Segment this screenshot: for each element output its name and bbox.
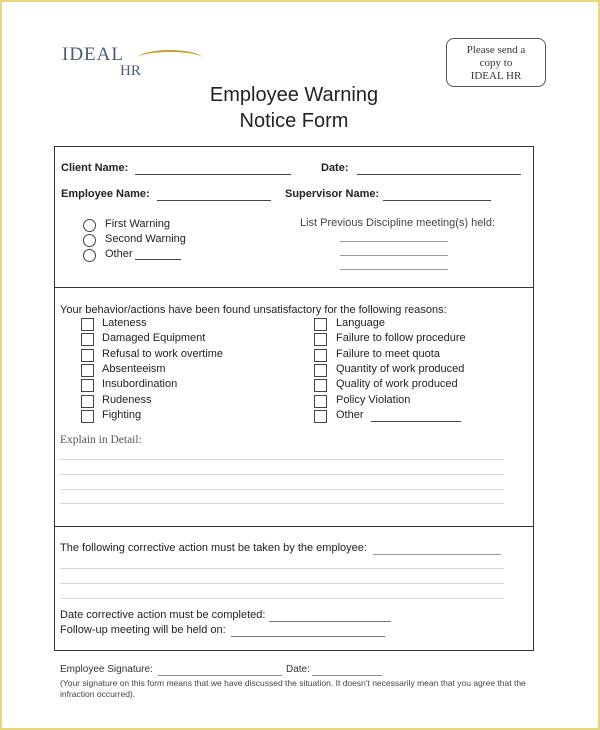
copy-note-line: Please send a <box>466 44 526 56</box>
corrective-action-label: The following corrective action must be taken by the employee: <box>60 542 367 554</box>
followup-label: Follow-up meeting will be held on: <box>60 624 226 636</box>
reasons-intro: Your behavior/actions have been found unsatisfactory for the following reasons: <box>60 304 447 316</box>
left-reason-checkbox[interactable] <box>81 333 94 346</box>
left-reason-checkbox[interactable] <box>81 364 94 377</box>
right-reason-checkbox[interactable] <box>314 364 327 377</box>
left-reason-label: Insubordination <box>102 378 178 391</box>
client-name-label: Client Name: <box>61 162 129 174</box>
date-field[interactable] <box>357 174 521 175</box>
copy-note-line: copy to <box>479 57 513 69</box>
explain-line[interactable] <box>60 489 504 490</box>
right-reason-checkbox[interactable] <box>314 379 327 392</box>
corrective-action-line[interactable] <box>60 583 504 584</box>
form-title-line1: Employee Warning <box>209 84 379 106</box>
right-reason-label: Other <box>336 408 364 421</box>
corrective-action-line[interactable] <box>60 598 504 599</box>
corrective-action-field[interactable] <box>373 554 501 555</box>
signature-date-label: Date: <box>286 664 310 675</box>
copy-note-line: IDEAL HR <box>470 70 522 82</box>
logo-ideal-text: IDEAL <box>62 44 124 65</box>
corrective-action-section <box>54 526 534 651</box>
signature-label: Employee Signature: <box>60 664 153 675</box>
first-warning-label: First Warning <box>105 218 170 230</box>
explain-line[interactable] <box>60 459 504 460</box>
supervisor-name-label: Supervisor Name: <box>285 188 380 200</box>
followup-field[interactable] <box>231 636 385 637</box>
right-reason-checkbox[interactable] <box>314 410 327 423</box>
other-warning-label: Other <box>105 248 133 260</box>
right-reason-label: Policy Violation <box>336 393 411 406</box>
left-reason-label: Refusal to work overtime <box>102 347 224 360</box>
employee-name-field[interactable] <box>157 200 271 201</box>
form-title-line2: Notice Form <box>239 110 349 132</box>
signature-date-field[interactable] <box>312 675 382 676</box>
first-warning-radio[interactable] <box>83 219 96 232</box>
right-reason-checkbox[interactable] <box>314 318 327 331</box>
previous-meeting-field[interactable] <box>340 269 448 270</box>
corrective-action-line[interactable] <box>60 568 504 569</box>
signature-note-line2: infraction occurred). <box>60 689 136 699</box>
right-reason-label: Quantity of work produced <box>336 362 465 375</box>
second-warning-radio[interactable] <box>83 234 96 247</box>
company-logo <box>62 44 141 79</box>
left-reason-checkbox[interactable] <box>81 395 94 408</box>
left-reason-checkbox[interactable] <box>81 379 94 392</box>
logo-swoosh <box>138 50 202 66</box>
other-warning-field[interactable] <box>135 259 181 260</box>
other-reason-field[interactable] <box>371 421 461 422</box>
second-warning-label: Second Warning <box>105 233 186 245</box>
client-name-field[interactable] <box>135 174 291 175</box>
logo-hr-text: HR <box>120 63 141 79</box>
other-warning-radio[interactable] <box>83 249 96 262</box>
right-reason-label: Failure to follow procedure <box>336 332 466 345</box>
explain-line[interactable] <box>60 503 504 504</box>
date-label: Date: <box>321 162 349 174</box>
copy-note-box <box>446 38 546 87</box>
completion-date-label: Date corrective action must be completed: <box>60 609 266 621</box>
left-reason-checkbox[interactable] <box>81 318 94 331</box>
right-reason-checkbox[interactable] <box>314 349 327 362</box>
supervisor-name-field[interactable] <box>383 200 491 201</box>
left-reason-label: Fighting <box>102 408 142 421</box>
right-reason-label: Language <box>336 317 385 329</box>
right-reason-label: Failure to meet quota <box>336 347 440 360</box>
explain-line[interactable] <box>60 474 504 475</box>
left-reason-label: Damaged Equipment <box>102 332 206 345</box>
employee-info-section <box>54 146 534 288</box>
reasons-section <box>54 287 534 527</box>
explain-label: Explain in Detail: <box>60 434 142 446</box>
previous-meeting-field[interactable] <box>340 255 448 256</box>
employee-name-label: Employee Name: <box>61 188 150 200</box>
completion-date-field[interactable] <box>269 621 391 622</box>
right-reason-label: Quality of work produced <box>336 378 458 391</box>
right-reason-checkbox[interactable] <box>314 395 327 408</box>
left-reason-label: Rudeness <box>102 393 152 406</box>
left-reason-label: Absenteeism <box>102 362 166 375</box>
right-reason-checkbox[interactable] <box>314 333 327 346</box>
left-reason-label: Lateness <box>102 317 147 329</box>
left-reason-checkbox[interactable] <box>81 349 94 362</box>
left-reason-checkbox[interactable] <box>81 410 94 423</box>
signature-field[interactable] <box>158 675 282 676</box>
previous-meetings-label: List Previous Discipline meeting(s) held: <box>300 217 496 229</box>
previous-meeting-field[interactable] <box>340 241 448 242</box>
signature-note-line1: (Your signature on this form means that we have discussed the situation. It doesn't necessarily mean that you agree that the <box>60 678 526 688</box>
